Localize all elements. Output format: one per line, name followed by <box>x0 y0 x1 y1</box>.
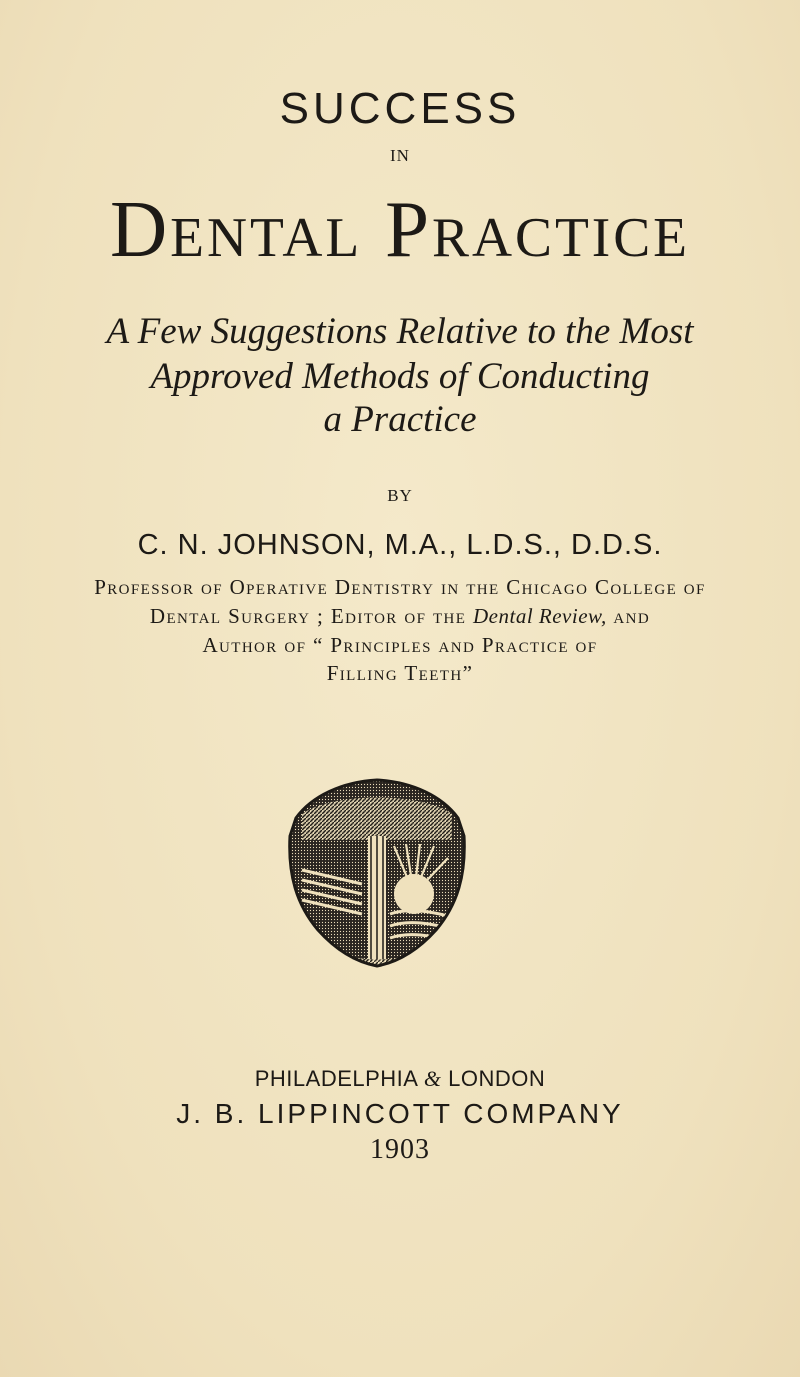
credentials-line-2-start: Dental Surgery ; Editor of the <box>149 604 473 628</box>
imprint-cities <box>0 1066 800 1092</box>
journal-title: Dental Review, <box>473 604 607 628</box>
subtitle-line-1: A Few Suggestions Relative to the Most <box>106 311 694 352</box>
publisher-name: J. B. LIPPINCOTT COMPANY <box>176 1098 624 1129</box>
publication-year: 1903 <box>370 1134 430 1165</box>
publisher-emblem-icon <box>282 774 472 970</box>
credentials-line-2-end: and <box>606 604 651 628</box>
imprint-city-2: LONDON <box>448 1066 546 1091</box>
author-name: C. N. JOHNSON, M.A., L.D.S., D.D.S. <box>137 529 663 561</box>
credentials-line-4: Filling Teeth” <box>326 661 474 685</box>
credentials-line-2 <box>0 603 800 629</box>
subtitle-line-3: a Practice <box>323 399 477 440</box>
imprint-city-1: PHILADELPHIA <box>254 1066 418 1091</box>
by-label: BY <box>387 486 413 505</box>
subtitle-line-2: Approved Methods of Conducting <box>150 356 650 397</box>
imprint-ampersand: & <box>423 1066 442 1091</box>
heading-connector: IN <box>390 146 410 165</box>
credentials-line-3: Author of “ Principles and Practice of <box>202 633 598 657</box>
heading-success: SUCCESS <box>279 84 521 133</box>
main-title: Dental Practice <box>110 186 690 274</box>
credentials-line-1: Professor of Operative Dentistry in the Chicago College of <box>94 575 706 599</box>
